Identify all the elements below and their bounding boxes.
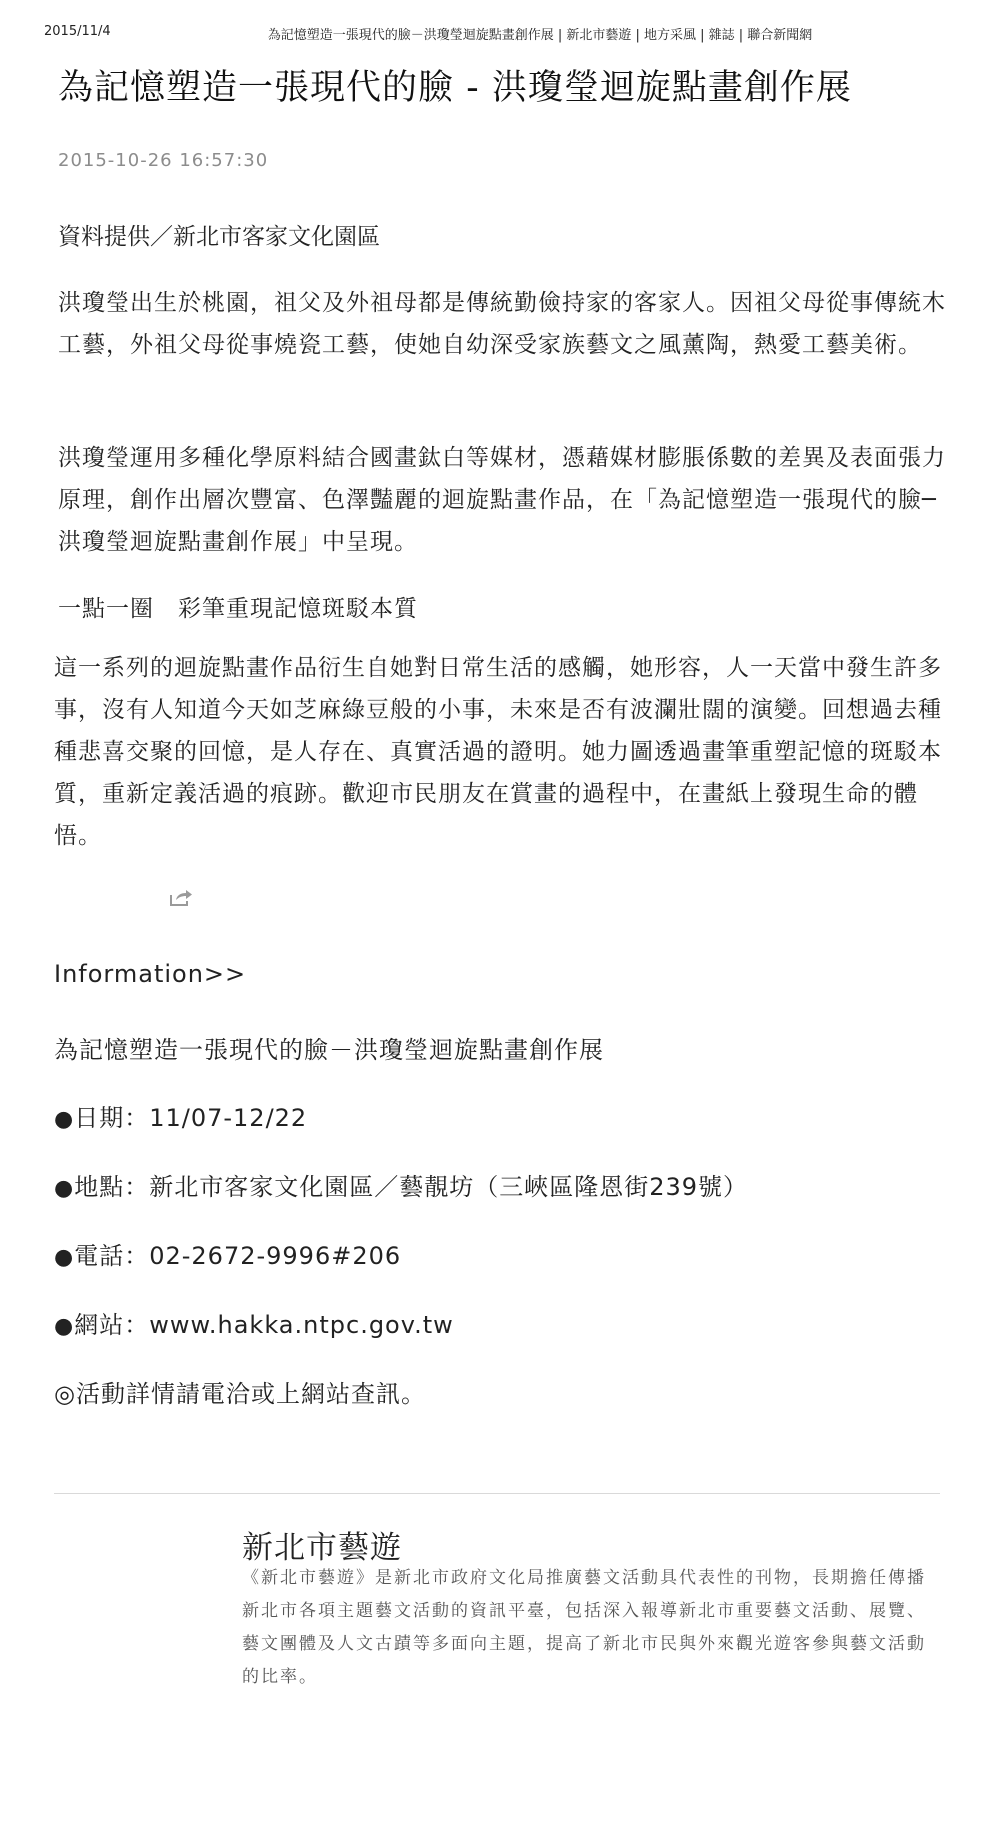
magazine-description: 《新北市藝遊》是新北市政府文化局推廣藝文活動具代表性的刊物，長期擔任傳播新北市各項主題藝文活動的資訊平臺，包括深入報導新北市重要藝文活動、展覽、藝文團體及人文古蹟等多面向主題，提高了新北市民與外來觀光遊客參與藝文活動的比率。 (242, 1568, 926, 1687)
bullet-icon: ● (54, 1107, 75, 1132)
information-date (54, 1098, 954, 1133)
information-note: ◎活動詳情請電洽或上網站查訊。 (54, 1380, 426, 1408)
share-icon-graphic (168, 886, 194, 908)
share-icon[interactable] (168, 886, 194, 908)
bullet-icon: ● (54, 1245, 75, 1270)
print-date: 2015/11/4 (44, 24, 111, 39)
article-paragraph-1: 洪瓊瑩出生於桃園，祖父及外祖母都是傳統勤儉持家的客家人。因祖父母從事傳統木工藝，外祖父母從事燒瓷工藝，使她自幼深受家族藝文之風薰陶，熱愛工藝美術。 (58, 290, 946, 358)
phone-label: 電話： (74, 1242, 150, 1270)
date-label: 日期： (74, 1104, 150, 1132)
venue-label: 地點： (74, 1173, 150, 1201)
divider (54, 1493, 940, 1494)
article-title: 為記憶塑造一張現代的臉 - 洪瓊瑩迴旋點畫創作展 (58, 68, 852, 108)
article-source: 資料提供／新北市客家文化園區 (58, 224, 380, 250)
print-doc-title: 為記憶塑造一張現代的臉－洪瓊瑩迴旋點畫創作展 | 新北市藝遊 | 地方采風 | 雜誌 | 聯合新聞網 (267, 28, 813, 43)
information-venue (54, 1167, 954, 1202)
bullet-icon: ● (54, 1314, 75, 1339)
website-label: 網站： (74, 1311, 150, 1339)
article-paragraph-2: 洪瓊瑩運用多種化學原料結合國畫鈦白等媒材，憑藉媒材膨脹係數的差異及表面張力原理，創作出層次豐富、色澤豔麗的迴旋點畫作品，在「為記憶塑造一張現代的臉─洪瓊瑩迴旋點畫創作展」中呈現。 (58, 445, 946, 555)
information-heading: Information>> (54, 960, 247, 988)
bullet-icon: ● (54, 1176, 75, 1201)
date-value: 11/07-12/22 (149, 1104, 308, 1132)
information-website (54, 1305, 954, 1340)
magazine-name[interactable]: 新北市藝遊 (242, 1530, 402, 1566)
article-paragraph-3: 這一系列的迴旋點畫作品衍生自她對日常生活的感觸，她形容，人一天當中發生許多事，沒有人知道今天如芝麻綠豆般的小事，未來是否有波瀾壯闊的演變。回想過去種種悲喜交聚的回憶，是人存在、真實活過的證明。她力圖透過畫筆重塑記憶的斑駁本質，重新定義活過的痕跡。歡迎市民朋友在賞畫的過程中，在畫紙上發現生命的體悟。 (54, 655, 942, 849)
print-header (0, 24, 1000, 44)
venue-value: 新北市客家文化園區／藝靚坊（三峽區隆恩街239號） (149, 1173, 749, 1201)
information-event-name: 為記憶塑造一張現代的臉－洪瓊瑩迴旋點畫創作展 (54, 1036, 604, 1064)
article-timestamp: 2015-10-26 16:57:30 (58, 150, 269, 171)
article-subheading: 一點一圈 彩筆重現記憶斑駁本質 (58, 596, 418, 622)
phone-value: 02-2672-9996#206 (149, 1242, 402, 1270)
website-link[interactable]: www.hakka.ntpc.gov.tw (149, 1311, 454, 1339)
information-phone (54, 1236, 954, 1271)
